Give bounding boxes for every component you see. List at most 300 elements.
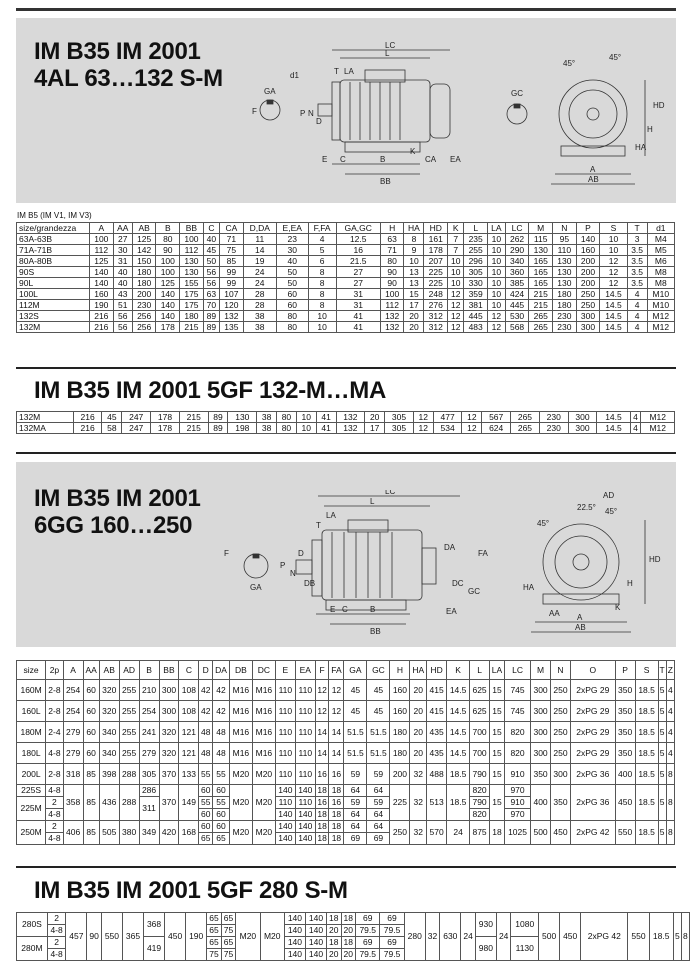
table-cell: 160 <box>90 289 114 300</box>
table-cell: B <box>139 661 159 680</box>
table-cell: 225S <box>17 785 46 797</box>
top-rule <box>16 8 676 11</box>
table-cell: 230 <box>553 322 577 333</box>
table-cell: 320 <box>159 743 179 764</box>
table-cell: 31 <box>336 289 380 300</box>
table-row <box>17 245 675 256</box>
table-cell: 250 <box>551 743 571 764</box>
table-cell: 45 <box>367 701 390 722</box>
table-cell: 4 <box>666 680 674 701</box>
table-cell: 63A-63B <box>17 234 90 245</box>
table-cell: 27 <box>336 267 380 278</box>
table-cell: 349 <box>139 821 159 845</box>
table-cell: 2 <box>47 913 65 925</box>
table-cell: 56 <box>113 322 132 333</box>
table-cell: 161 <box>424 234 448 245</box>
section1-title-line1: IM B35 IM 2001 <box>34 38 201 65</box>
table-cell: 32 <box>410 785 427 821</box>
table-cell: 32 <box>425 913 440 961</box>
table-cell: E <box>275 661 295 680</box>
table-cell: 110 <box>295 722 315 743</box>
table-cell: 14 <box>329 722 344 743</box>
table-cell: 12 <box>600 256 627 267</box>
table-cell: 108 <box>179 701 199 722</box>
table-cell: 14.5 <box>600 322 627 333</box>
table-cell: 10 <box>296 423 316 434</box>
table-cell: 3.5 <box>627 245 647 256</box>
table-cell: 358 <box>63 785 83 821</box>
table-cell: S <box>635 661 658 680</box>
table-cell: 4 <box>666 701 674 722</box>
table-cell: 4 <box>666 743 674 764</box>
table-cell: 132 <box>220 311 244 322</box>
table-cell: 112M <box>17 300 90 311</box>
table-cell: 300 <box>531 701 551 722</box>
table-cell: 190 <box>90 300 114 311</box>
table-cell: 149 <box>179 785 199 821</box>
table-cell: O <box>570 661 615 680</box>
table-cell: M16 <box>252 701 275 722</box>
table-cell: 75 <box>207 949 222 961</box>
table-cell: 250 <box>576 300 600 311</box>
table-cell: 63 <box>203 289 219 300</box>
table-cell: 7 <box>448 234 464 245</box>
dim-ea-label: EA <box>446 607 457 616</box>
table-cell: 12 <box>315 701 329 722</box>
table-cell: 18 <box>315 785 329 797</box>
table-cell: 180 <box>180 311 204 322</box>
table-cell: 65 <box>213 833 230 845</box>
table-cell: 69 <box>356 937 380 949</box>
table-cell: 350 <box>615 743 635 764</box>
table-cell: 330 <box>464 278 488 289</box>
table-cell: 90 <box>87 913 102 961</box>
table-cell: 700 <box>470 743 490 764</box>
table-cell: BB <box>159 661 179 680</box>
table-cell: DC <box>252 661 275 680</box>
table-cell: 20 <box>404 322 424 333</box>
table-cell: 55 <box>213 764 230 785</box>
table-cell: 32 <box>410 764 427 785</box>
table-cell: 12 <box>413 423 433 434</box>
table-cell: 241 <box>139 722 159 743</box>
table-cell: 180 <box>390 722 410 743</box>
section3-front-drawing <box>515 490 675 640</box>
table-cell: 225 <box>390 785 410 821</box>
table-cell: M20 <box>229 764 252 785</box>
table-cell: 8 <box>666 821 674 845</box>
table-cell: 215 <box>179 423 208 434</box>
table-cell: 14.5 <box>597 412 630 423</box>
table-row <box>17 423 675 434</box>
table-cell: 64 <box>367 809 390 821</box>
table-cell: 100 <box>180 234 204 245</box>
table-cell: 250 <box>390 821 410 845</box>
table-cell: 99 <box>220 278 244 289</box>
table-cell: 110 <box>275 797 295 809</box>
table-cell: 288 <box>119 764 139 785</box>
table-cell: 247 <box>122 423 151 434</box>
section2-table-body <box>17 412 675 434</box>
table-cell: 100L <box>17 289 90 300</box>
table-cell: 2 <box>46 821 63 833</box>
table-cell: 5 <box>658 785 666 821</box>
table-cell: 250 <box>551 722 571 743</box>
table-cell: 534 <box>433 423 462 434</box>
table-cell: 132 <box>380 322 404 333</box>
table-cell: 12.5 <box>336 234 380 245</box>
table-cell: 215 <box>179 412 208 423</box>
table-cell: 624 <box>482 423 511 434</box>
table-cell: 370 <box>159 764 179 785</box>
table-cell: 42 <box>213 701 230 722</box>
table-cell: 1130 <box>511 937 539 961</box>
table-cell: 256 <box>132 311 156 322</box>
table-cell: 60 <box>213 821 230 833</box>
dim-ca-label: CA <box>425 155 437 164</box>
table-cell: 140 <box>90 267 114 278</box>
header-cell: CA <box>220 223 244 234</box>
table-cell: 10 <box>404 256 424 267</box>
table-cell: 65 <box>199 833 213 845</box>
table-cell: 340 <box>99 722 119 743</box>
table-cell: 125 <box>90 256 114 267</box>
table-cell: 115 <box>529 234 553 245</box>
table-cell: 12 <box>448 311 464 322</box>
table-cell: 2xPG 29 <box>570 722 615 743</box>
header-cell: N <box>553 223 577 234</box>
table-cell: 513 <box>427 785 447 821</box>
table-cell: 4 <box>666 722 674 743</box>
table-cell: 69 <box>356 913 380 925</box>
table-cell: 910 <box>504 764 530 785</box>
table-cell: 64 <box>344 809 367 821</box>
table-cell: 125 <box>132 234 156 245</box>
table-cell: 140 <box>156 300 180 311</box>
table-cell: 121 <box>179 722 199 743</box>
table-cell: 290 <box>505 245 529 256</box>
dim-ad-label: AD <box>603 491 615 500</box>
dim-ha-label: HA <box>523 583 535 592</box>
table-cell: M <box>531 661 551 680</box>
table-cell: 300 <box>551 764 571 785</box>
table-cell: M6 <box>647 256 674 267</box>
table-cell: 140 <box>576 234 600 245</box>
table-cell: 12 <box>329 680 344 701</box>
table-cell: 85 <box>83 764 99 785</box>
dim-la-label: LA <box>344 67 354 76</box>
table-cell: 18.5 <box>635 680 658 701</box>
table-cell: 18.5 <box>635 743 658 764</box>
table-cell: 110 <box>275 764 295 785</box>
table-cell: 20 <box>410 743 427 764</box>
table-cell: 60 <box>83 680 99 701</box>
table-cell: 60 <box>276 300 308 311</box>
table-cell: 16 <box>336 245 380 256</box>
section1-title <box>34 38 223 92</box>
table-cell: 318 <box>63 764 83 785</box>
table-cell: P <box>615 661 635 680</box>
table-cell: 130 <box>180 256 204 267</box>
table-cell: 140 <box>275 809 295 821</box>
dim-bb-label: BB <box>370 627 381 636</box>
table-cell: 254 <box>63 701 83 722</box>
table-cell: 300 <box>531 680 551 701</box>
table-cell: 60 <box>83 743 99 764</box>
table-cell: 178 <box>151 423 180 434</box>
table-cell: 255 <box>464 245 488 256</box>
table-cell: 89 <box>203 311 219 322</box>
table-cell: 5 <box>673 913 681 961</box>
table-cell: 15 <box>490 785 505 821</box>
table-cell: 18 <box>315 833 329 845</box>
table-cell: 385 <box>505 278 529 289</box>
table-cell: 370 <box>159 785 179 821</box>
table-cell: 175 <box>180 300 204 311</box>
table-row <box>17 412 675 423</box>
table-cell: 250 <box>576 289 600 300</box>
table-cell: 190 <box>186 913 207 961</box>
table-cell: GC <box>367 661 390 680</box>
table-cell: 142 <box>132 245 156 256</box>
table-cell: 18.5 <box>635 764 658 785</box>
table-cell: 10 <box>488 256 506 267</box>
table-cell: 110 <box>295 797 315 809</box>
table-cell: 745 <box>504 680 530 701</box>
table-row <box>17 764 675 785</box>
table-cell: 215 <box>529 300 553 311</box>
dim-t-label: T <box>334 67 339 76</box>
table-cell: 180M <box>17 722 46 743</box>
table-cell: AD <box>119 661 139 680</box>
table-cell: 24 <box>461 913 476 961</box>
table-cell: 477 <box>433 412 462 423</box>
header-cell: AB <box>132 223 156 234</box>
table-cell: 265 <box>529 311 553 322</box>
table-cell: 450 <box>165 913 186 961</box>
dim-hd-label: HD <box>653 101 665 110</box>
header-cell: LC <box>505 223 529 234</box>
table-cell: 180L <box>17 743 46 764</box>
table-cell: 254 <box>63 680 83 701</box>
table-cell: 42 <box>199 680 213 701</box>
table-cell: 160 <box>390 701 410 722</box>
table-cell: 90S <box>17 267 90 278</box>
table-cell: 2xPG 42 <box>581 913 628 961</box>
table-cell: 112 <box>380 300 404 311</box>
table-cell: 38 <box>243 311 276 322</box>
dim-t-label: T <box>316 521 321 530</box>
table-cell: 140 <box>295 785 315 797</box>
table-cell: 60 <box>213 785 230 797</box>
table-cell: 2xPG 29 <box>570 701 615 722</box>
table-cell: 30 <box>113 245 132 256</box>
table-cell: 300 <box>576 322 600 333</box>
table-cell: 80 <box>276 322 308 333</box>
dim-lc-label: LC <box>385 42 396 50</box>
table-cell: 18.5 <box>447 785 470 821</box>
table-cell: 550 <box>615 821 635 845</box>
table-cell: 419 <box>144 937 165 961</box>
table-cell: M20 <box>229 821 252 845</box>
table-cell: 100 <box>90 234 114 245</box>
table-cell: K <box>447 661 470 680</box>
table-cell: 45 <box>102 412 122 423</box>
table-cell: 567 <box>482 412 511 423</box>
section3-title <box>34 485 201 539</box>
section4-table-body <box>17 913 690 961</box>
table-cell: 254 <box>139 701 159 722</box>
table-cell: 247 <box>122 412 151 423</box>
table-cell: 350 <box>551 785 571 821</box>
table-cell: 12 <box>488 311 506 322</box>
header-cell: P <box>576 223 600 234</box>
table-cell: 90L <box>17 278 90 289</box>
table-cell: 41 <box>316 423 336 434</box>
table-cell: 133 <box>179 764 199 785</box>
table-cell: 225 <box>424 267 448 278</box>
table-cell: 180 <box>132 278 156 289</box>
table-cell: 435 <box>427 743 447 764</box>
table-cell: 140 <box>275 833 295 845</box>
table-cell: 406 <box>63 821 83 845</box>
table-cell: 225 <box>424 278 448 289</box>
dim-db-label: DB <box>304 579 316 588</box>
table-cell: 13 <box>404 278 424 289</box>
table-cell: 24 <box>496 913 511 961</box>
table-cell: 820 <box>504 743 530 764</box>
table-cell: 79.5 <box>356 925 380 937</box>
table-cell: 8 <box>681 913 689 961</box>
table-row <box>17 661 675 680</box>
table-cell: 300 <box>159 680 179 701</box>
table-cell: 18 <box>490 821 505 845</box>
table-cell: 51 <box>113 300 132 311</box>
table-cell: M16 <box>229 701 252 722</box>
table-cell: 300 <box>531 743 551 764</box>
table-cell: 12 <box>315 680 329 701</box>
header-cell: d1 <box>647 223 674 234</box>
table-cell: 15 <box>490 680 505 701</box>
table-cell: 16 <box>315 764 329 785</box>
table-cell: 200L <box>17 764 46 785</box>
dim-angle-225-label: 22.5° <box>577 503 596 512</box>
table-cell: 48 <box>199 743 213 764</box>
table-cell: 216 <box>73 423 102 434</box>
table-cell: 71 <box>380 245 404 256</box>
table-cell: 110 <box>275 680 295 701</box>
dim-aa-label: AA <box>549 609 560 618</box>
table-cell: 80 <box>277 412 297 423</box>
table-cell: 415 <box>427 701 447 722</box>
table-cell: 8 <box>666 764 674 785</box>
table-cell: 250 <box>551 680 571 701</box>
table-cell: 110 <box>275 701 295 722</box>
table-cell: 17 <box>365 423 385 434</box>
table-cell: N <box>551 661 571 680</box>
table-cell: 20 <box>404 311 424 322</box>
table-cell: 279 <box>63 722 83 743</box>
table-cell: 18.5 <box>635 722 658 743</box>
dim-angle1-label: 45° <box>563 59 576 68</box>
table-cell: 368 <box>144 913 165 937</box>
table-cell: 2xPG 36 <box>570 785 615 821</box>
header-cell: F,FA <box>308 223 336 234</box>
dim-a-label: A <box>590 165 596 174</box>
table-cell: 14 <box>243 245 276 256</box>
table-cell: 4 <box>627 289 647 300</box>
table-cell: 85 <box>220 256 244 267</box>
dim-d-label: D <box>316 117 322 126</box>
table-cell: 265 <box>511 423 540 434</box>
table-cell: 340 <box>99 743 119 764</box>
table-cell: 230 <box>539 412 568 423</box>
table-cell: 2-8 <box>46 764 63 785</box>
table-cell: 10 <box>488 289 506 300</box>
table-cell: 23 <box>276 234 308 245</box>
dim-ha-label: HA <box>635 143 647 152</box>
table-cell: 55 <box>213 797 230 809</box>
table-cell: M16 <box>229 722 252 743</box>
table-cell: M16 <box>229 680 252 701</box>
table-cell: 20 <box>341 925 356 937</box>
table-cell: 8 <box>308 300 336 311</box>
table-cell: 120 <box>220 300 244 311</box>
table-cell: 28 <box>243 289 276 300</box>
table-cell: 875 <box>470 821 490 845</box>
table-cell: 2xPG 29 <box>570 743 615 764</box>
table-cell: 381 <box>464 300 488 311</box>
table-cell: 570 <box>427 821 447 845</box>
table-cell: 216 <box>90 311 114 322</box>
table-cell: 305 <box>385 423 414 434</box>
table-cell: 320 <box>99 701 119 722</box>
table-cell: 108 <box>179 680 199 701</box>
table-cell: 110 <box>275 722 295 743</box>
section3-rule <box>16 452 676 454</box>
table-cell: 10 <box>308 322 336 333</box>
table-cell: 20 <box>410 722 427 743</box>
table-cell: 8 <box>308 289 336 300</box>
dim-f-label: F <box>224 549 229 558</box>
dim-e-label: E <box>322 155 328 164</box>
table-cell: 70 <box>203 300 219 311</box>
table-cell: 89 <box>208 423 228 434</box>
table-cell: 18.5 <box>649 913 673 961</box>
dim-e-label: E <box>330 605 336 614</box>
table-cell: 20 <box>410 680 427 701</box>
table-cell: 132S <box>17 311 90 322</box>
table-cell: 5 <box>658 722 666 743</box>
table-cell: 4-8 <box>47 949 65 961</box>
table-cell: M16 <box>229 743 252 764</box>
table-cell: 230 <box>553 311 577 322</box>
table-cell: 41 <box>336 311 380 322</box>
table-cell: 80 <box>156 234 180 245</box>
table-cell: 20 <box>410 701 427 722</box>
section1-title-line2: 4AL 63…132 S-M <box>34 65 223 92</box>
table-cell: 790 <box>470 797 490 809</box>
table-cell: 45 <box>203 245 219 256</box>
table-cell: 16 <box>329 797 344 809</box>
table-cell: 178 <box>424 245 448 256</box>
table-cell: 75 <box>221 925 236 937</box>
table-cell: 320 <box>99 680 119 701</box>
table-cell: 18.5 <box>635 701 658 722</box>
dim-ga-label: GA <box>250 583 262 592</box>
table-cell: 24 <box>243 267 276 278</box>
table-cell: 16 <box>315 797 329 809</box>
